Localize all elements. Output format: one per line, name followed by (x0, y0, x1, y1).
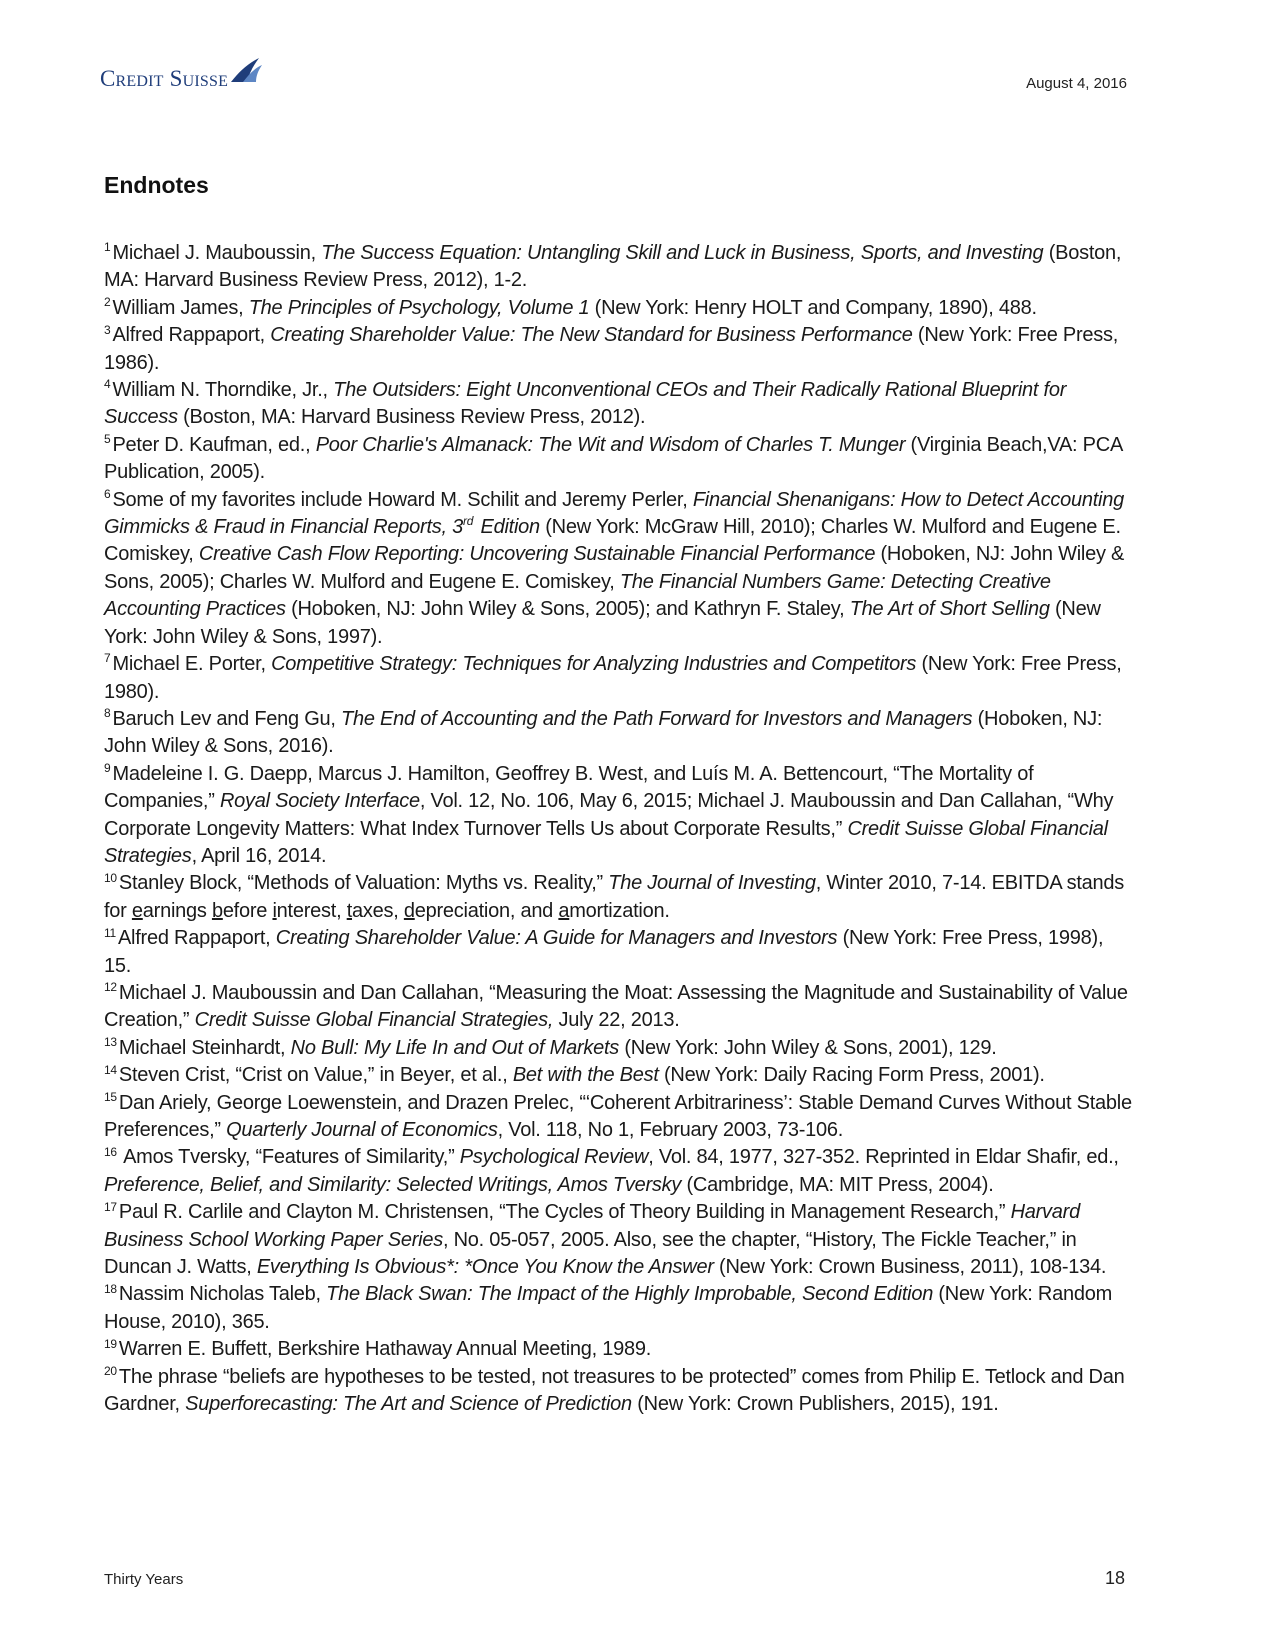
endnote-text: (Hoboken, NJ: John Wiley & Sons, 2005); Charles W. Mulford and Eugene E. Comiskey, (104, 543, 1125, 593)
acronym-letter: d (403, 899, 415, 922)
endnote-text: (Hoboken, NJ: John Wiley & Sons, 2016). (104, 707, 1103, 758)
endnote-title: Poor Charlie's Almanack: The Wit and Wisdom of Charles T. Munger (315, 433, 906, 456)
endnote-16 (104, 1144, 1134, 1199)
endnote-title: Royal Society Interface (219, 790, 420, 813)
endnote-text: (Virginia Beach,VA: PCA Publication, 2005). (104, 433, 1122, 484)
endnote-11 (104, 925, 1134, 980)
endnote-number: 5 (104, 432, 111, 447)
endnote-17 (104, 1199, 1134, 1281)
endnote-1 (104, 240, 1134, 295)
endnote-number: 9 (104, 761, 111, 776)
endnote-title: The Financial Numbers Game: Detecting Creative Accounting Practices (104, 570, 1051, 621)
logo-wordmark: Credit Suisse (100, 66, 229, 91)
endnote-7 (104, 651, 1134, 706)
endnote-9 (104, 761, 1134, 871)
endnote-text: (New York: Free Press, 1998), 15. (104, 927, 1104, 977)
endnote-number: 2 (104, 295, 111, 310)
endnote-text: (New York: Crown Publishers, 2015), 191. (631, 1393, 999, 1416)
ordinal-suffix: rd (463, 514, 474, 529)
endnote-title: Psychological Review (459, 1146, 649, 1169)
endnote-number: 8 (104, 706, 111, 721)
endnote-text: arnings (142, 899, 212, 922)
endnote-text: (New York: McGraw Hill, 2010); Charles W. Mulford and Eugene E. Comiskey, (104, 516, 1121, 566)
endnote-title: Bet with the Best (512, 1064, 659, 1087)
endnote-text: Stanley Block, “Methods of Valuation: Myths vs. Reality,” (118, 872, 609, 895)
endnote-text: Alfred Rappaport, (117, 927, 276, 950)
endnote-title: Harvard Business School Working Paper Series (104, 1201, 1080, 1251)
acronym-letter: t (346, 899, 352, 922)
endnote-text: (New York: Free Press, 1980). (104, 653, 1122, 703)
endnote-13 (104, 1035, 1134, 1062)
endnote-text: Steven Crist, “Crist on Value,” in Beyer, et al., (118, 1064, 513, 1087)
endnotes-list (104, 240, 1134, 1418)
endnote-text: Peter D. Kaufman, ed., (112, 433, 316, 456)
endnote-title: No Bull: My Life In and Out of Markets (290, 1036, 620, 1059)
endnote-number: 4 (104, 377, 111, 392)
endnote-title: The Black Swan: The Impact of the Highly Improbable, Second Edition (326, 1283, 934, 1306)
report-date: August 4, 2016 (1026, 75, 1127, 92)
acronym-letter: b (211, 899, 223, 922)
endnote-title: The Success Equation: Untangling Skill and Luck in Business, Sports, and Investing (321, 242, 1044, 264)
endnote-number: 18 (104, 1281, 117, 1296)
endnote-text: epreciation, and (414, 899, 559, 922)
endnote-10 (104, 870, 1134, 925)
page-number: 18 (1104, 1568, 1125, 1588)
endnote-text: (Boston, MA: Harvard Business Review Press, 2012). (177, 406, 646, 429)
credit-suisse-logo (100, 56, 263, 90)
endnote-text: (New York: Crown Business, 2011), 108-134. (713, 1256, 1107, 1279)
endnote-text: (Cambridge, MA: MIT Press, 2004). (681, 1173, 994, 1196)
endnote-text: Michael Steinhardt, (118, 1036, 291, 1059)
endnote-text: mortization. (569, 899, 670, 922)
acronym-letter: e (131, 899, 143, 922)
endnote-title: Credit Suisse Global Financial Strategies, (194, 1009, 554, 1032)
endnote-text: The phrase “beliefs are hypotheses to be tested, not treasures to be protected” comes from Philip E. Tetlock and Dan Gardner, (104, 1365, 1125, 1416)
endnote-6 (104, 487, 1134, 651)
endnote-text: Alfred Rappaport, (112, 324, 271, 347)
endnote-number: 16 (104, 1144, 117, 1159)
endnote-text: , Vol. 84, 1977, 327-352. Reprinted in Eldar Shafir, ed., (648, 1146, 1119, 1169)
endnote-text: , Winter 2010, 7-14. EBITDA stands for (104, 872, 1125, 922)
endnote-text: , No. 05-057, 2005. Also, see the chapter, “History, The Fickle Teacher,” in Duncan J. Watts, (104, 1228, 1077, 1279)
endnote-8 (104, 706, 1134, 761)
endnote-text: (New York: Random House, 2010), 365. (104, 1283, 1112, 1333)
endnote-title: Creating Shareholder Value: A Guide for Managers and Investors (275, 927, 838, 950)
endnote-19 (104, 1336, 1134, 1363)
endnote-text: , Vol. 12, No. 106, May 6, 2015; Michael J. Mauboussin and Dan Callahan, “Why Corporate Longevity Matters: What Index Turnover Tells Us about Corporate Results,” (104, 790, 1114, 840)
page-title: Endnotes (104, 172, 209, 198)
endnote-title-part: Financial Shenanigans: How to Detect Accounting Gimmicks & Fraud in Financial Reports, 3 (104, 488, 1124, 539)
endnote-text: Michael E. Porter, (112, 653, 272, 676)
endnote-title: Competitive Strategy: Techniques for Analyzing Industries and Competitors (271, 653, 917, 676)
sail-logo-icon (229, 56, 263, 84)
endnote-text: William James, (112, 296, 249, 319)
endnote-text: Warren E. Buffett, Berkshire Hathaway Annual Meeting, 1989. (118, 1338, 652, 1361)
endnote-title: The Art of Short Selling (849, 598, 1050, 621)
endnote-number: 10 (104, 870, 117, 885)
endnote-text: Baruch Lev and Feng Gu, (112, 707, 342, 730)
endnote-text: July 22, 2013. (553, 1009, 680, 1032)
endnote-text: efore (222, 899, 273, 922)
endnote-text: axes, (352, 899, 404, 922)
endnote-number: 1 (104, 240, 111, 255)
endnote-4 (104, 377, 1134, 432)
endnote-title: Preference, Belief, and Similarity: Selected Writings, Amos Tversky (104, 1173, 682, 1196)
endnote-number: 17 (104, 1199, 117, 1214)
endnote-number: 19 (104, 1336, 117, 1351)
endnote-text: (New York: Henry HOLT and Company, 1890), 488. (589, 296, 1037, 319)
endnote-text: Dan Ariely, George Loewenstein, and Drazen Prelec, “‘Coherent Arbitrariness’: Stable Demand Curves Without Stable Preferences,” (104, 1091, 1132, 1141)
endnote-number: 7 (104, 651, 111, 666)
endnote-number: 11 (104, 925, 116, 940)
endnote-text: (New York: Free Press, 1986). (104, 324, 1119, 374)
endnote-number: 14 (104, 1062, 117, 1077)
acronym-letter: a (558, 899, 570, 922)
endnote-text: (Hoboken, NJ: John Wiley & Sons, 2005); and Kathryn F. Staley, (285, 598, 850, 621)
endnote-text: Nassim Nicholas Taleb, (118, 1283, 327, 1306)
endnote-text: (Boston, MA: Harvard Business Review Press, 2012), 1-2. (104, 242, 1122, 292)
endnote-number: 3 (104, 322, 111, 337)
endnote-number: 6 (104, 487, 111, 501)
endnote-2 (104, 295, 1134, 322)
endnote-15 (104, 1090, 1134, 1145)
endnote-number: 12 (104, 980, 117, 995)
endnote-text: Some of my favorites include Howard M. Schilit and Jeremy Perler, (112, 488, 693, 511)
endnote-text: , Vol. 118, No 1, February 2003, 73-106. (497, 1119, 844, 1141)
endnote-title: Quarterly Journal of Economics (226, 1119, 498, 1141)
endnote-text: William N. Thorndike, Jr., (112, 379, 334, 402)
endnote-title: The End of Accounting and the Path Forward for Investors and Managers (341, 707, 973, 730)
endnote-text: Madeleine I. G. Daepp, Marcus J. Hamilton, Geoffrey B. West, and Luís M. A. Bettencourt, “The Mortality of Companies,” (104, 762, 1034, 813)
endnote-title: The Principles of Psychology, Volume 1 (248, 296, 590, 319)
endnote-number: 15 (104, 1089, 117, 1104)
endnote-18 (104, 1281, 1134, 1336)
endnote-title: Everything Is Obvious*: *Once You Know the Answer (256, 1256, 714, 1279)
endnote-text: Paul R. Carlile and Clayton M. Christensen, “The Cycles of Theory Building in Management Research,” (118, 1201, 1011, 1224)
endnote-text: Michael J. Mauboussin and Dan Callahan, “Measuring the Moat: Assessing the Magnitude and Sustainability of Value Creation,” (104, 981, 1128, 1032)
endnote-title: Superforecasting: The Art and Science of Prediction (185, 1393, 632, 1416)
endnote-text: (New York: Daily Racing Form Press, 2001). (658, 1064, 1045, 1087)
endnote-3 (104, 322, 1134, 377)
endnote-text: (New York: John Wiley & Sons, 2001), 129. (619, 1036, 997, 1059)
endnote-number: 13 (104, 1035, 117, 1050)
endnote-text: Amos Tversky, “Features of Similarity,” (118, 1146, 460, 1169)
endnote-12 (104, 980, 1134, 1035)
endnote-title: Creative Cash Flow Reporting: Uncovering Sustainable Financial Performance (198, 543, 876, 566)
endnote-5 (104, 432, 1134, 487)
endnote-20 (104, 1364, 1134, 1419)
endnote-title: The Outsiders: Eight Unconventional CEOs and Their Radically Rational Blueprint for Success (104, 379, 1067, 429)
endnote-14 (104, 1062, 1134, 1089)
endnote-title-part: Edition (475, 516, 540, 539)
footer-report-title: Thirty Years (104, 1571, 184, 1588)
endnote-text: (New York: John Wiley & Sons, 1997). (104, 598, 1101, 648)
endnote-text: Michael J. Mauboussin, (112, 242, 322, 264)
endnote-number: 20 (104, 1364, 117, 1378)
endnote-title: The Journal of Investing (608, 872, 816, 895)
endnote-title: Credit Suisse Global Financial Strategies (104, 817, 1108, 867)
endnote-text: , April 16, 2014. (191, 844, 327, 867)
endnote-title: Creating Shareholder Value: The New Standard for Business Performance (270, 324, 913, 347)
endnote-text: nterest, (276, 899, 347, 922)
acronym-letter: i (272, 899, 277, 922)
